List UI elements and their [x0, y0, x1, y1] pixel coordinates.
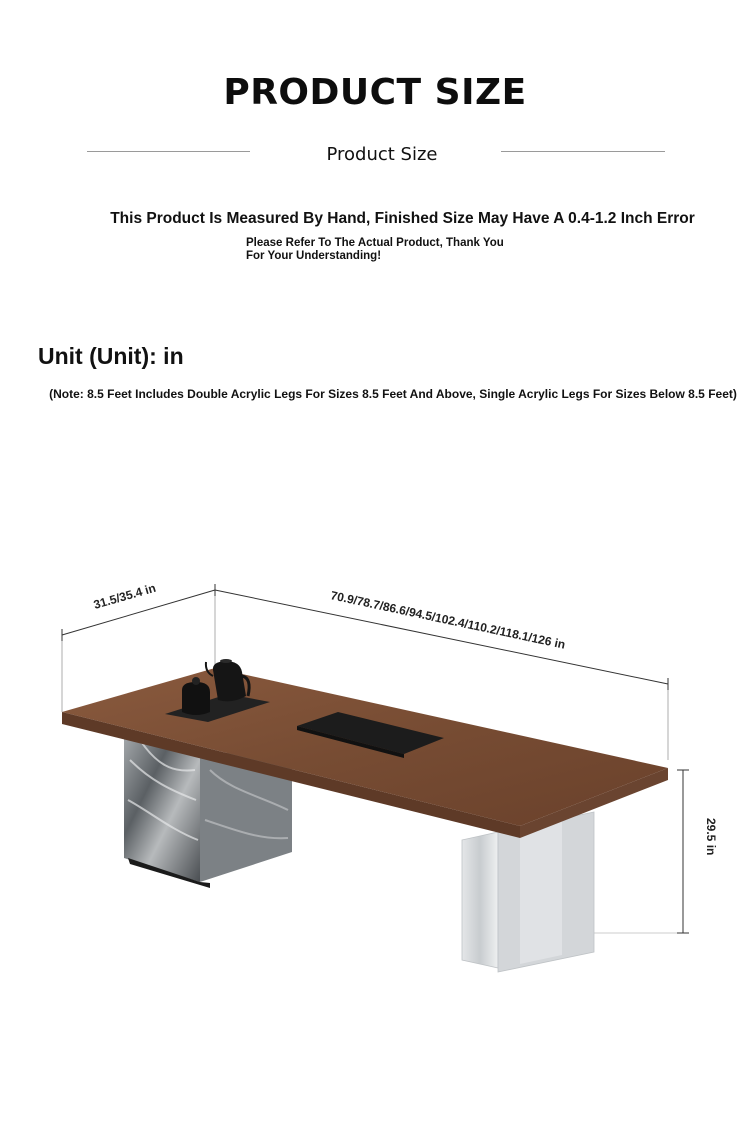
- unit-label: Unit (Unit): in: [38, 343, 184, 369]
- depth-label: 31.5/35.4 in: [91, 580, 158, 612]
- understanding-notice: Please Refer To The Actual Product, Thank You For Your Understanding!: [246, 237, 504, 262]
- height-label: 29.5 in: [704, 818, 718, 856]
- section-subtitle: Product Size: [326, 144, 438, 165]
- size-note: (Note: 8.5 Feet Includes Double Acrylic Legs For Sizes 8.5 Feet And Above, Single Acrylic Legs For Sizes Below 8.5 Feet): [49, 387, 737, 401]
- page-title: PRODUCT SIZE: [223, 72, 527, 113]
- measurement-notice: This Product Is Measured By Hand, Finished Size May Have A 0.4-1.2 Inch Error: [110, 210, 695, 227]
- acrylic-legs: [462, 812, 594, 972]
- length-label: 70.9/78.7/86.6/94.5/102.4/110.2/118.1/126 in: [329, 588, 567, 652]
